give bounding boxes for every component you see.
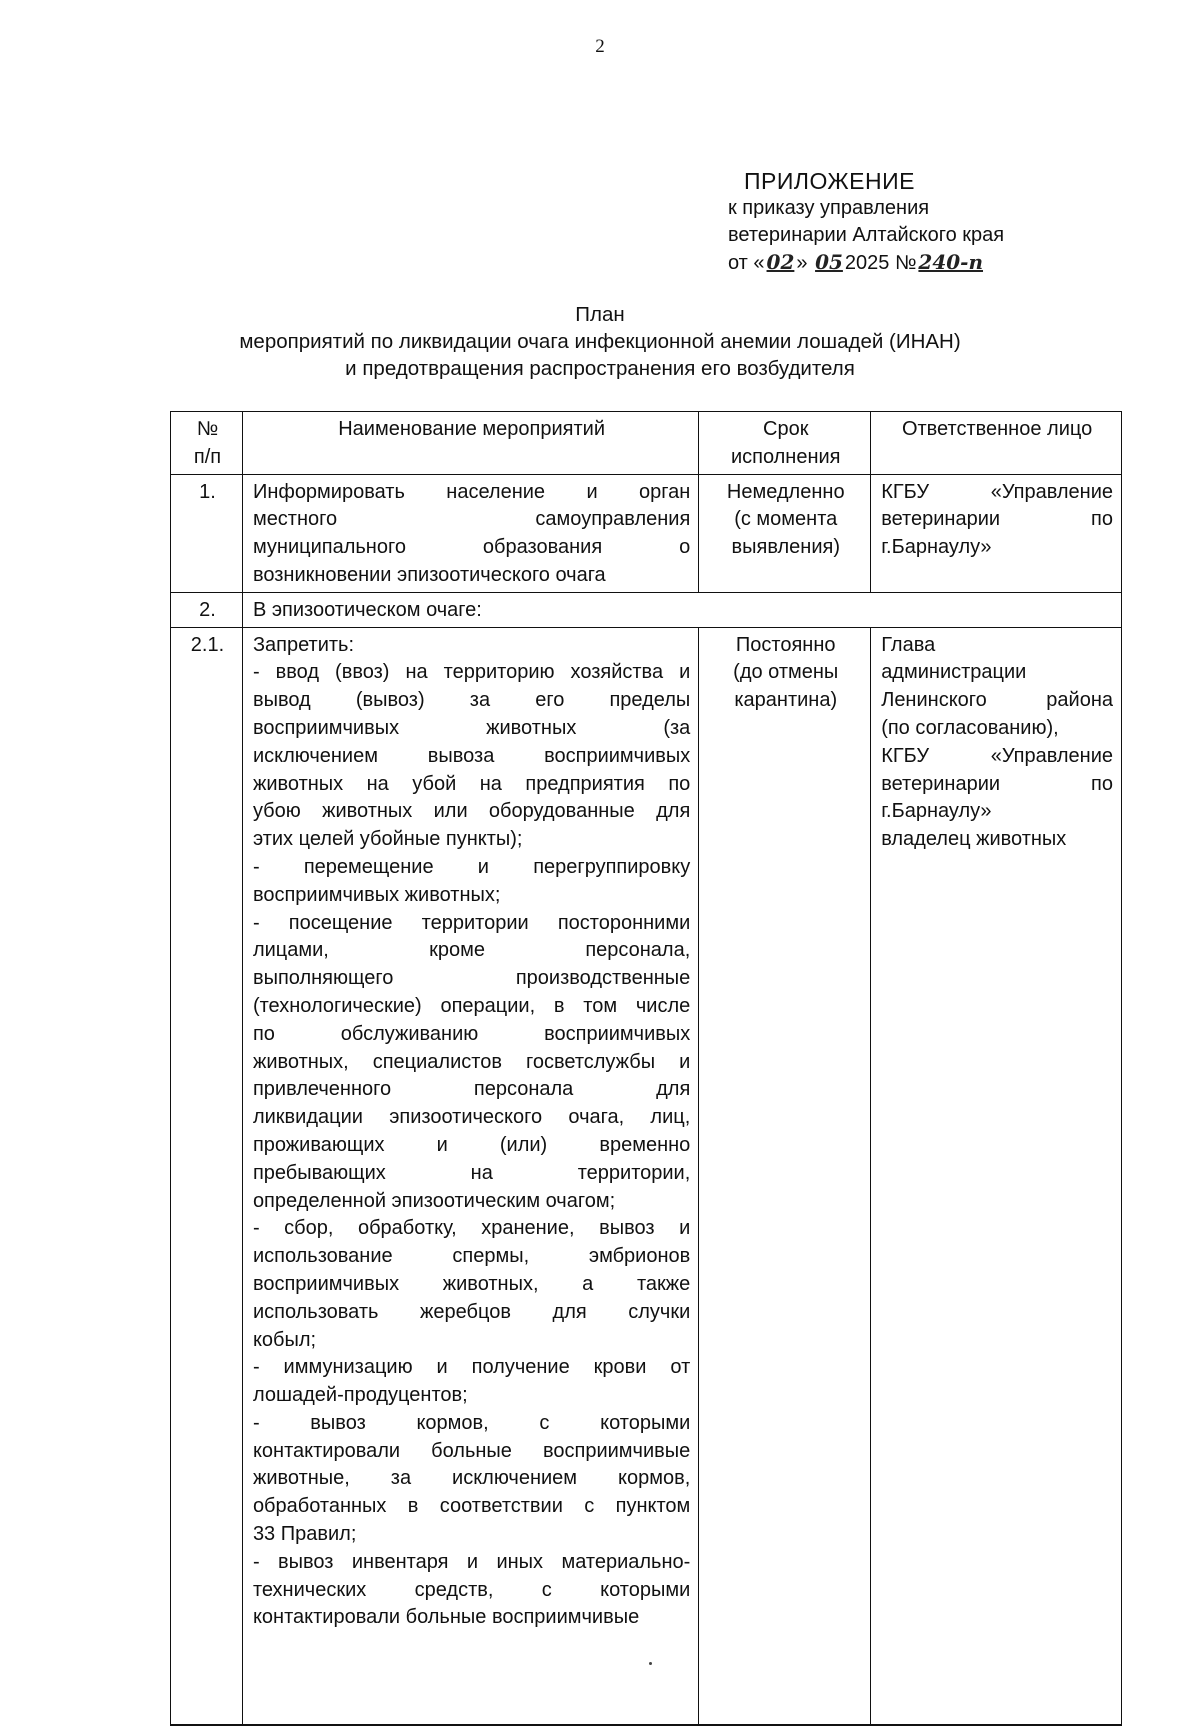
cell-line: использование спермы, эмбрионов	[252, 1245, 691, 1268]
appendix-line-1: к приказу управления	[728, 197, 930, 219]
cell-line: - вывоз инвентаря и иных материально-	[252, 1550, 691, 1573]
cell-line: Глава	[881, 633, 936, 656]
row-responsible	[871, 474, 1122, 592]
cell-line: исключением вывоза восприимчивых	[252, 744, 691, 767]
title-line-1: План	[575, 303, 625, 326]
title-line-2: мероприятий по ликвидации очага инфекционной анемии лошадей (ИНАН)	[239, 330, 961, 353]
cell-line: карантина)	[734, 689, 838, 712]
cell-line: Информировать население и орган	[252, 480, 691, 503]
cell-line: г.Барнаулу»	[881, 536, 992, 559]
cell-line: КГБУ «Управление	[881, 480, 1113, 503]
cell-line: животных, специалистов госветслужбы и	[252, 1050, 691, 1073]
cell-line: привлеченного персонала для	[252, 1078, 691, 1101]
date-prefix: от «	[728, 252, 765, 274]
cell-line: восприимчивых животных (за	[252, 716, 691, 739]
cell-line: контактировали больные восприимчивые	[252, 1439, 691, 1462]
cell-line: 33 Правил;	[252, 1523, 357, 1546]
cell-line: ликвидации эпизоотического очага, лиц,	[252, 1106, 691, 1129]
cell-line: ветеринарии по	[881, 508, 1113, 531]
cell-line: восприимчивых животных;	[252, 883, 501, 906]
cell-line: - сбор, обработку, хранение, вывоз и	[252, 1217, 691, 1240]
document-title	[0, 301, 1200, 382]
row-measure	[242, 474, 698, 592]
row-responsible	[871, 627, 1122, 1725]
cell-line: убою животных или оборудованные для	[252, 800, 691, 823]
cell-line: определенной эпизоотическим очагом;	[252, 1189, 616, 1212]
table-row	[171, 474, 1122, 592]
cell-line: животных на убой на предприятия по	[252, 772, 691, 795]
row-number: 2.1.	[171, 627, 243, 1725]
cell-line: (с момента	[734, 508, 838, 531]
cell-line: (до отмены	[733, 661, 839, 684]
cell-line: выполняющего производственные	[252, 967, 691, 990]
table-header-row	[171, 412, 1122, 475]
table-row	[171, 627, 1122, 1725]
cell-line: - вывоз кормов, с которыми	[252, 1411, 691, 1434]
handwritten-day: 02	[766, 250, 795, 274]
title-line-3: и предотвращения распространения его возбудителя	[345, 357, 855, 380]
cell-line: (по согласованию),	[881, 716, 1059, 739]
header-number-pp: п/п	[193, 445, 222, 468]
header-name: Наименование мероприятий	[242, 412, 698, 475]
cell-line: г.Барнаулу»	[881, 800, 992, 823]
row-term	[699, 474, 871, 592]
cell-line: возникновении эпизоотического очага	[252, 563, 606, 586]
cell-line: восприимчивых животных, а также	[252, 1272, 691, 1295]
header-number	[171, 412, 243, 475]
header-term-line-1: Срок	[763, 418, 809, 440]
cell-line: (технологические) операции, в том числе	[252, 994, 691, 1017]
row-section-heading: В эпизоотическом очаге:	[242, 592, 1121, 627]
appendix-block	[728, 168, 1004, 277]
cell-line: - перемещение и перегруппировку	[252, 855, 691, 878]
appendix-line-2: ветеринарии Алтайского края	[728, 224, 1005, 246]
cell-line: Постоянно	[735, 633, 836, 656]
cell-line: Запретить:	[252, 633, 355, 656]
header-responsible: Ответственное лицо	[871, 412, 1122, 475]
measures-table	[170, 411, 1122, 1726]
date-mid: »	[796, 252, 814, 274]
cell-line: КГБУ «Управление	[881, 744, 1113, 767]
header-term	[699, 412, 871, 475]
row-number: 2.	[171, 592, 243, 627]
cell-line: ветеринарии по	[881, 772, 1113, 795]
cell-line: владелец животных	[881, 828, 1067, 851]
cell-line: лицами, кроме персонала,	[252, 939, 691, 962]
cell-line: - ввод (ввоз) на территорию хозяйства и	[252, 661, 691, 684]
row-number: 1.	[171, 474, 243, 592]
cell-line: обработанных в соответствии с пунктом	[252, 1495, 691, 1518]
cell-line: - иммунизацию и получение крови от	[252, 1356, 691, 1379]
table-row	[171, 592, 1122, 627]
cell-line: администрации	[881, 661, 1027, 684]
appendix-title: ПРИЛОЖЕНИЕ	[744, 168, 915, 194]
cell-line: - посещение территории посторонними	[252, 911, 691, 934]
date-year: 2025 №	[844, 252, 917, 274]
handwritten-month: 05	[815, 250, 843, 274]
cell-line: Ленинского района	[881, 689, 1113, 712]
cell-line: Немедленно	[726, 480, 845, 503]
appendix-date-line	[728, 249, 1004, 277]
cell-line: проживающих и (или) временно	[252, 1133, 691, 1156]
row-term	[699, 627, 871, 1725]
cell-line: лошадей-продуцентов;	[252, 1384, 468, 1407]
cell-line: кобыл;	[252, 1328, 317, 1351]
cell-line: животные, за исключением кормов,	[252, 1467, 691, 1490]
cell-line: контактировали больные восприимчивые	[252, 1606, 640, 1629]
cell-line: технических средств, с которыми	[252, 1578, 691, 1601]
cell-line: вывод (вывоз) за его пределы	[252, 689, 691, 712]
cell-line: по обслуживанию восприимчивых	[252, 1022, 691, 1045]
scan-speck	[649, 1662, 652, 1665]
handwritten-order-number: 240-п	[918, 250, 984, 274]
header-term-line-2: исполнения	[730, 445, 841, 468]
cell-line: пребывающих на территории,	[252, 1161, 691, 1184]
cell-line: муниципального образования о	[252, 536, 691, 559]
cell-line: выявления)	[731, 536, 840, 559]
header-number-sign: №	[196, 418, 219, 440]
cell-line: местного самоуправления	[252, 508, 691, 531]
cell-line: этих целей убойные пункты);	[252, 828, 523, 851]
row-measure	[242, 627, 698, 1725]
cell-line: использовать жеребцов для случки	[252, 1300, 691, 1323]
page-number: 2	[595, 36, 605, 57]
